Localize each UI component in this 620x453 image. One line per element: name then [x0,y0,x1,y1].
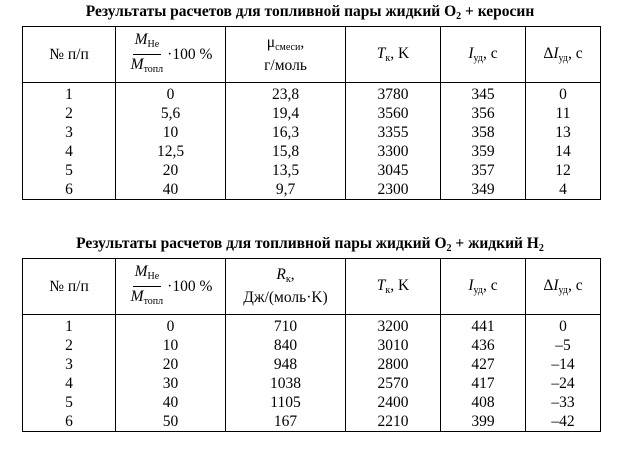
table-cell: 2570 [346,374,441,393]
table-cell: 167 [226,412,346,432]
header-separator: , [290,266,295,283]
table-cell: 13 [526,123,601,142]
table-cell: 0 [526,315,601,337]
table-cell: 40 [116,393,226,412]
table-cell: 427 [441,355,526,374]
table-cell: 20 [116,161,226,180]
table-row [23,161,601,180]
molar-mass-unit: г/моль [264,57,307,74]
gas-constant-sub: к [285,274,291,285]
table-cell: 30 [116,374,226,393]
table-cell: 356 [441,104,526,123]
table-cell: 3010 [346,336,441,355]
temp-var: T [376,277,386,294]
impulse-unit: , с [483,277,498,294]
frac-multiplier: ·100 % [167,45,213,63]
table-cell: 2800 [346,355,441,374]
table1-title-text: Результаты расчетов для топливной пары жидкий O [85,3,457,20]
delta-impulse-unit: , с [567,45,583,62]
table-cell: 3045 [346,161,441,180]
table1-header-mass-ratio [116,27,226,83]
table-cell: 4 [23,142,116,161]
table-cell: 3200 [346,315,441,337]
table-row [23,123,601,142]
frac-denominator-var: M [130,56,144,73]
table-cell: –5 [526,336,601,355]
table-cell: 20 [116,355,226,374]
frac-numerator-sub: He [147,39,160,50]
table-cell: 359 [441,142,526,161]
table-cell: 12 [526,161,601,180]
table2-header-delta-impulse [526,259,601,315]
impulse-sub: уд [473,53,483,64]
temp-unit: , K [390,45,410,62]
table1-title [0,3,620,26]
table-cell: 0 [526,83,601,105]
mass-ratio-fraction [129,263,166,310]
table-cell: 2400 [346,393,441,412]
table2-header-num: № п/п [23,259,116,315]
table1-header-num: № п/п [23,27,116,83]
table-cell: 2210 [346,412,441,432]
table-row [23,83,601,105]
table1-header-temperature [346,27,441,83]
table-cell: 3 [23,123,116,142]
table2-title-sub2: 2 [538,243,544,254]
table-row [23,355,601,374]
table-cell: 3300 [346,142,441,161]
table-cell: 13,5 [226,161,346,180]
table-cell: 349 [441,180,526,200]
table1-header-delta-impulse [526,27,601,83]
table-cell: 2300 [346,180,441,200]
impulse-var: I [468,45,474,62]
table-row [23,374,601,393]
table2-header-specific-impulse [441,259,526,315]
table-cell: 5,6 [116,104,226,123]
table-cell: 399 [441,412,526,432]
table-cell: 6 [23,412,116,432]
table-cell: 0 [116,83,226,105]
table2-title [0,235,620,258]
temp-sub: к [385,285,391,296]
table2-header-row [23,259,601,315]
table-cell: 345 [441,83,526,105]
table-cell: 1105 [226,393,346,412]
table-row [23,336,601,355]
mu-symbol: μ [266,34,276,51]
table-row [23,315,601,337]
table-cell: 2 [23,104,116,123]
table1-title-sub: 2 [456,11,462,22]
table2-title-text: Результаты расчетов для топливной пары жидкий O [76,235,447,252]
delta-symbol: Δ [543,277,554,294]
gas-constant-var: R [276,266,286,283]
table-row [23,412,601,432]
table2-title-mid: + жидкий H [451,235,539,252]
temp-sub: к [385,53,391,64]
table1-header-row [23,27,601,83]
table-cell: 4 [526,180,601,200]
impulse-sub: уд [473,285,483,296]
mu-sub: смеси [275,42,301,53]
table-cell: –42 [526,412,601,432]
gas-constant-unit: Дж/(моль·K) [243,289,328,306]
table-cell: 16,3 [226,123,346,142]
delta-impulse-sub: уд [558,53,568,64]
frac-numerator-var: M [134,31,148,48]
frac-denominator-sub: топл [143,296,164,307]
table-cell: –24 [526,374,601,393]
table-cell: 3 [23,355,116,374]
table-cell: 1038 [226,374,346,393]
table-cell: 948 [226,355,346,374]
delta-impulse-sub: уд [558,285,568,296]
table2-header-gas-constant [226,259,346,315]
frac-multiplier: ·100 % [167,277,213,295]
frac-numerator-sub: He [147,271,160,282]
table-row [23,142,601,161]
table-cell: 40 [116,180,226,200]
table-cell: 417 [441,374,526,393]
table1-header-molar-mass [226,27,346,83]
table-cell: 3780 [346,83,441,105]
delta-impulse-var: I [553,45,559,62]
table-cell: 840 [226,336,346,355]
table-cell: 436 [441,336,526,355]
table-row [23,180,601,200]
temp-unit: , K [390,277,410,294]
table-cell: 5 [23,161,116,180]
table-cell: 441 [441,315,526,337]
table-cell: 1 [23,83,116,105]
mass-ratio-fraction [129,31,166,78]
table-cell: 3560 [346,104,441,123]
table-cell: 23,8 [226,83,346,105]
table-cell: 15,8 [226,142,346,161]
table-cell: 50 [116,412,226,432]
table-cell: 14 [526,142,601,161]
frac-denominator-var: M [130,288,144,305]
table1 [22,26,601,200]
table1-title-suffix: + керосин [461,3,535,20]
table2-title-sub: 2 [446,243,452,254]
header-separator: , [300,34,305,51]
table2-header-mass-ratio [116,259,226,315]
delta-impulse-var: I [553,277,559,294]
frac-numerator-var: M [134,263,148,280]
table-cell: 357 [441,161,526,180]
table-cell: 10 [116,336,226,355]
table-cell: 19,4 [226,104,346,123]
table-cell: 11 [526,104,601,123]
table-cell: –14 [526,355,601,374]
table-cell: 6 [23,180,116,200]
table-cell: 358 [441,123,526,142]
table-cell: 0 [116,315,226,337]
table-cell: 1 [23,315,116,337]
impulse-var: I [468,277,474,294]
table-cell: 710 [226,315,346,337]
delta-symbol: Δ [543,45,554,62]
table-cell: 12,5 [116,142,226,161]
table-cell: 4 [23,374,116,393]
temp-var: T [376,45,386,62]
table2 [22,258,601,432]
table-row [23,104,601,123]
table-cell: 3355 [346,123,441,142]
table-cell: 408 [441,393,526,412]
table-cell: 5 [23,393,116,412]
impulse-unit: , с [483,45,498,62]
table1-header-specific-impulse [441,27,526,83]
table-cell: –33 [526,393,601,412]
table-row [23,393,601,412]
table-cell: 2 [23,336,116,355]
table-cell: 9,7 [226,180,346,200]
frac-denominator-sub: топл [143,64,164,75]
table2-header-temperature [346,259,441,315]
delta-impulse-unit: , с [567,277,583,294]
table-cell: 10 [116,123,226,142]
